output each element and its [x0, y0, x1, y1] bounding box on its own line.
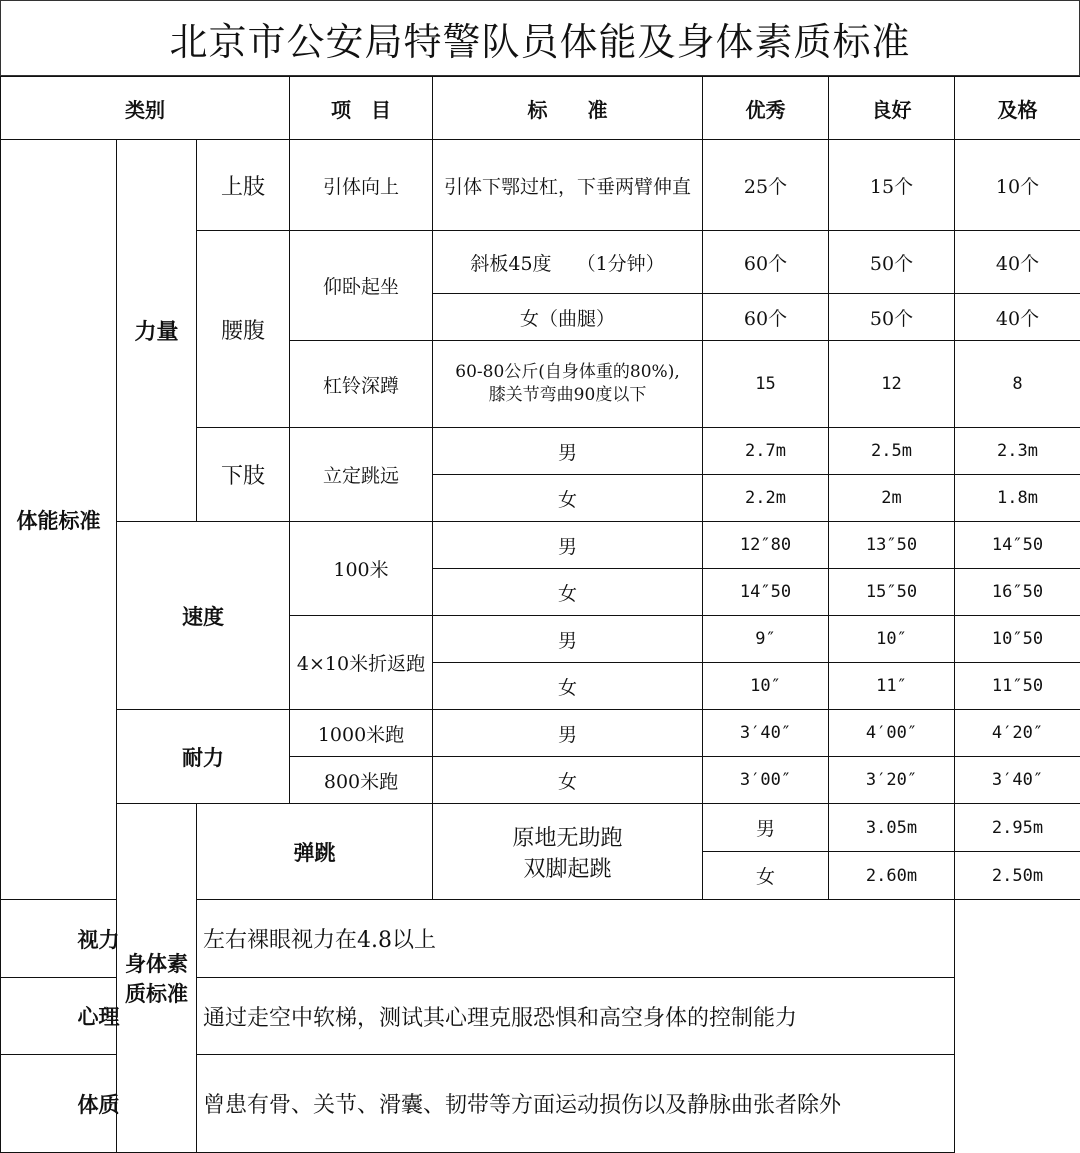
psych-category: 心理 [1, 978, 197, 1055]
header-pass: 及格 [955, 77, 1080, 140]
run800-good: 3′20″ [829, 757, 955, 804]
sprint-standard-female: 女 [433, 569, 703, 616]
pullup-item: 引体向上 [290, 140, 433, 231]
strength-category: 力量 [117, 140, 197, 522]
situp-standard-1: 斜板45度 （1分钟） [433, 231, 703, 294]
run800-pass: 3′40″ [955, 757, 1080, 804]
situp-standard-2: 女（曲腿） [433, 294, 703, 341]
squat-good: 12 [829, 341, 955, 428]
longjump-standard-female: 女 [433, 475, 703, 522]
squat-standard-line2: 膝关节弯曲90度以下 [488, 385, 647, 405]
lower-limb-label: 下肢 [197, 428, 290, 522]
constitution-text: 曾患有骨、关节、滑囊、韧带等方面运动损伤以及静脉曲张者除外 [197, 1055, 955, 1153]
squat-standard-line1: 60-80公斤(自身体重的80%), [455, 362, 680, 383]
longjump-pass-female: 1.8m [955, 475, 1080, 522]
jump-excellent-female: 2.60m [829, 852, 955, 900]
sprint-excellent-male: 12″80 [703, 522, 829, 569]
situp-pass-2: 40个 [955, 294, 1080, 341]
shuttle-good-female: 11″ [829, 663, 955, 710]
jump-category: 弹跳 [197, 804, 433, 900]
vision-category: 视力 [1, 900, 197, 978]
squat-standard [433, 341, 703, 428]
standards-table [0, 76, 1080, 1153]
squat-item: 杠铃深蹲 [290, 341, 433, 428]
page-title: 北京市公安局特警队员体能及身体素质标准 [0, 0, 1080, 76]
upper-limb-label: 上肢 [197, 140, 290, 231]
longjump-item: 立定跳远 [290, 428, 433, 522]
pullup-good: 15个 [829, 140, 955, 231]
table-row [1, 140, 1080, 231]
sprint-good-female: 15″50 [829, 569, 955, 616]
run1000-excellent: 3′40″ [703, 710, 829, 757]
situp-good-2: 50个 [829, 294, 955, 341]
body-category: 身体素质标准 [117, 804, 197, 1153]
run800-excellent: 3′00″ [703, 757, 829, 804]
header-good: 良好 [829, 77, 955, 140]
pullup-pass: 10个 [955, 140, 1080, 231]
run1000-item: 1000米跑 [290, 710, 433, 757]
shuttle-item: 4×10米折返跑 [290, 616, 433, 710]
table-row [1, 710, 1080, 757]
jump-good-male: 2.95m [955, 804, 1080, 852]
run800-standard: 女 [433, 757, 703, 804]
speed-category: 速度 [117, 522, 290, 710]
sprint-pass-female: 16″50 [955, 569, 1080, 616]
shuttle-good-male: 10″ [829, 616, 955, 663]
squat-pass: 8 [955, 341, 1080, 428]
longjump-good-female: 2m [829, 475, 955, 522]
sprint-item: 100米 [290, 522, 433, 616]
header-row [1, 77, 1080, 140]
longjump-standard-male: 男 [433, 428, 703, 475]
header-item: 项 目 [290, 77, 433, 140]
run1000-good: 4′00″ [829, 710, 955, 757]
pullup-excellent: 25个 [703, 140, 829, 231]
sprint-standard-male: 男 [433, 522, 703, 569]
sprint-pass-male: 14″50 [955, 522, 1080, 569]
shuttle-pass-male: 10″50 [955, 616, 1080, 663]
situp-excellent-1: 60个 [703, 231, 829, 294]
situp-pass-1: 40个 [955, 231, 1080, 294]
header-standard: 标 准 [433, 77, 703, 140]
situp-good-1: 50个 [829, 231, 955, 294]
run1000-standard: 男 [433, 710, 703, 757]
longjump-excellent-female: 2.2m [703, 475, 829, 522]
waist-label: 腰腹 [197, 231, 290, 428]
table-row [1, 1055, 1080, 1153]
shuttle-pass-female: 11″50 [955, 663, 1080, 710]
vision-text: 左右裸眼视力在4.8以上 [197, 900, 955, 978]
pullup-standard: 引体下鄂过杠，下垂两臂伸直 [433, 140, 703, 231]
jump-item-line2: 双脚起跳 [523, 856, 612, 882]
header-excellent: 优秀 [703, 77, 829, 140]
shuttle-standard-female: 女 [433, 663, 703, 710]
header-category: 类别 [1, 77, 290, 140]
endurance-category: 耐力 [117, 710, 290, 804]
run1000-pass: 4′20″ [955, 710, 1080, 757]
jump-item-line1: 原地无助跑 [512, 825, 623, 851]
squat-excellent: 15 [703, 341, 829, 428]
jump-standard-male: 男 [703, 804, 829, 852]
constitution-category: 体质 [1, 1055, 197, 1153]
jump-good-female: 2.50m [955, 852, 1080, 900]
jump-item [433, 804, 703, 900]
jump-standard-female: 女 [703, 852, 829, 900]
psych-text: 通过走空中软梯，测试其心理克服恐惧和高空身体的控制能力 [197, 978, 955, 1055]
longjump-pass-male: 2.3m [955, 428, 1080, 475]
shuttle-standard-male: 男 [433, 616, 703, 663]
sprint-good-male: 13″50 [829, 522, 955, 569]
table-row [1, 804, 1080, 852]
jump-excellent-male: 3.05m [829, 804, 955, 852]
run800-item: 800米跑 [290, 757, 433, 804]
situp-item: 仰卧起坐 [290, 231, 433, 341]
longjump-excellent-male: 2.7m [703, 428, 829, 475]
shuttle-excellent-female: 10″ [703, 663, 829, 710]
shuttle-excellent-male: 9″ [703, 616, 829, 663]
longjump-good-male: 2.5m [829, 428, 955, 475]
sprint-excellent-female: 14″50 [703, 569, 829, 616]
table-row [1, 522, 1080, 569]
physical-category: 体能标准 [1, 140, 117, 900]
situp-excellent-2: 60个 [703, 294, 829, 341]
